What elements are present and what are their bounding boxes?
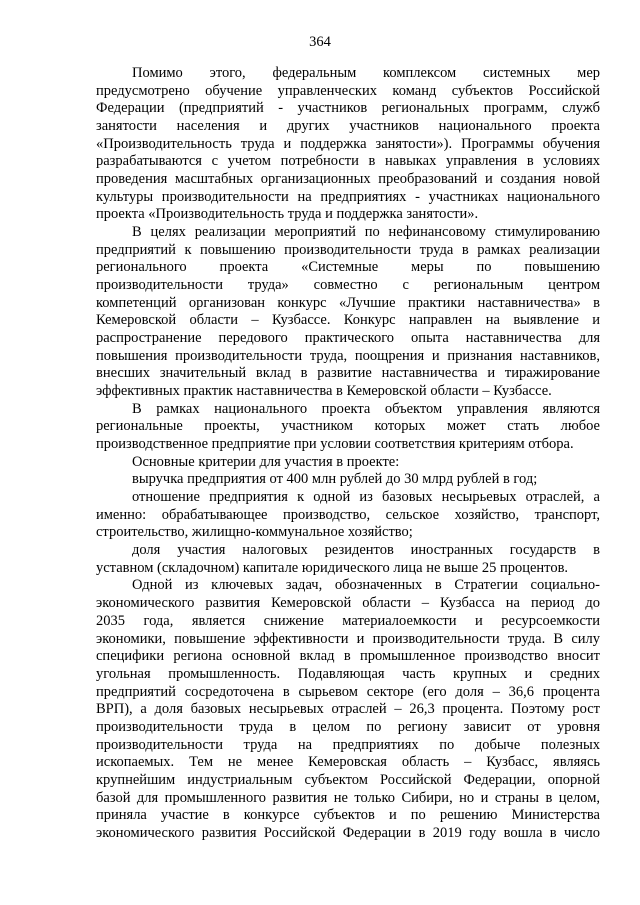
text-line: внесших значительный вклад в развитие наставничества и тиражирование: [96, 365, 600, 382]
text-line: В целях реализации мероприятий по нефинансовому стимулированию: [132, 224, 600, 241]
text-line: распространение передового практического опыта наставничества для: [96, 330, 600, 347]
text-line: Помимо этого, федеральным комплексом системных мер: [132, 65, 600, 81]
text-line: эффективных практик наставничества в Кемеровской области – Кузбассе.: [96, 383, 552, 400]
text-line: производственное предприятие при условии соответствия критериям отбора.: [96, 436, 574, 453]
text-line: региональные проекты, участником которых может стать любое: [96, 418, 600, 435]
text-line: 2035 года, является снижение материалоемкости и ресурсоемкости: [96, 612, 600, 629]
text-line: «Производительность труда и поддержка занятости»). Программы обучения: [96, 135, 600, 152]
text-line: именно: обрабатывающее производство, сельское хозяйство, транспорт,: [96, 506, 600, 523]
text-line: проведения масштабных организационных преобразований и создания новой: [96, 171, 600, 188]
text-line: регионального проекта «Системные меры по повышению: [96, 259, 600, 276]
text-line: экономического развития Российской Федерации в 2019 году вошла в число: [96, 824, 600, 841]
text-line: экономического развития Кемеровской области – Кузбасса на период до: [96, 595, 600, 612]
text-line: доля участия налоговых резидентов иностранных государств в: [132, 542, 600, 559]
page-number: 364: [309, 34, 331, 50]
text-line: культуры производительности на предприятиях - участниках национального: [96, 188, 600, 205]
text-line: экономики, повышение эффективности и производительности труда. В силу: [96, 630, 600, 647]
text-line: проекта «Производительность труда и поддержка занятости».: [96, 206, 479, 223]
text-line: отношение предприятия к одной из базовых несырьевых отраслей, а: [132, 489, 600, 506]
text-line: занятости населения и других участников национального проекта: [96, 118, 600, 135]
text-line: Основные критерии для участия в проекте:: [132, 453, 400, 470]
text-line: крупнейшим индустриальным субъектом Российской Федерации, опорной: [96, 771, 600, 788]
text-line: строительство, жилищно-коммунальное хозяйство;: [96, 524, 413, 541]
text-line: угольная промышленность. Подавляющая часть крупных и средних: [96, 665, 600, 682]
text-line: Одной из ключевых задач, обозначенных в Стратегии социально-: [132, 577, 600, 594]
text-line: производительности труда» совместно с региональным центром: [96, 277, 600, 294]
text-line: выручка предприятия от 400 млн рублей до 30 млрд рублей в год;: [132, 471, 538, 488]
text-line: Федерации (предприятий - участников региональных программ, служб: [96, 100, 600, 117]
text-line: предусмотрено обучение управленческих команд субъектов Российской: [96, 82, 600, 99]
text-line: Кемеровской области – Кузбассе. Конкурс направлен на выявление и: [96, 312, 600, 329]
text-line: производительности труда на предприятиях по добыче полезных: [96, 736, 600, 753]
text-line: разрабатываются с учетом потребности в навыках управления в условиях: [96, 153, 600, 170]
text-line: уставном (складочном) капитале юридического лица не выше 25 процентов.: [96, 559, 569, 576]
text-line: базой для промышленного развития не только Сибири, но и страны в целом,: [96, 789, 600, 806]
text-line: В рамках национального проекта объектом управления являются: [132, 400, 600, 417]
text-line: производительности труда в целом по региону зависит от уровня: [96, 718, 600, 735]
text-line: повышения производительности труда, поощрения и признания наставников,: [96, 347, 600, 364]
text-line: ископаемых. Тем не менее Кемеровская область – Кузбасс, являясь: [96, 754, 600, 771]
text-line: специфики региона основной вклад в промышленное производство вносит: [96, 648, 600, 665]
text-line: предприятий сосредоточена в сырьевом секторе (его доля – 36,6 процента: [96, 683, 600, 700]
text-line: ВРП), а доля базовых несырьевых отраслей – 26,3 процента. Поэтому рост: [96, 701, 600, 718]
body-text: [96, 65, 600, 843]
text-line: приняла участие в конкурсе субъектов и по решению Министерства: [96, 807, 600, 824]
text-line: компетенций организован конкурс «Лучшие практики наставничества» в: [96, 294, 600, 311]
text-line: предприятий к повышению производительности труда в рамках реализации: [96, 241, 600, 258]
